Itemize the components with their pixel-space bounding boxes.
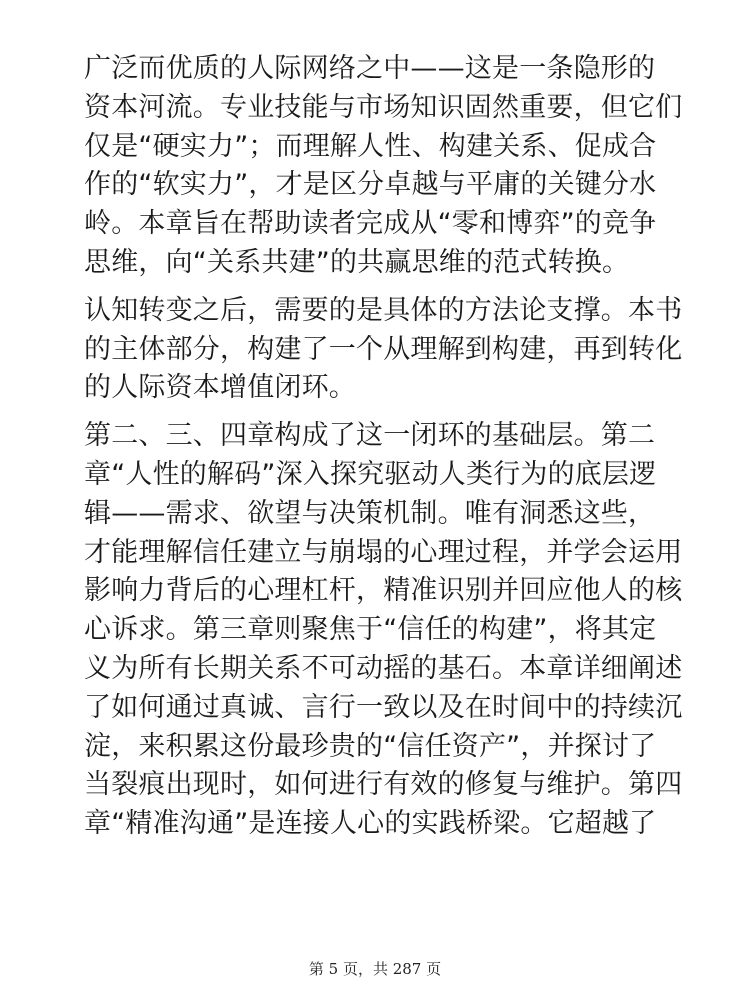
text-line: 辑——需求、欲望与决策机制。唯有洞悉这些， (84, 497, 656, 529)
text-line: 思维，向“关系共建”的共赢思维的范式转换。 (84, 246, 630, 278)
text-line: 章“人性的解码”深入探究驱动人类行为的底层逻 (84, 458, 657, 490)
text-line: 岭。本章旨在帮助读者完成从“零和博弈”的竞争 (84, 208, 657, 240)
text-line: 认知转变之后，需要的是具体的方法论支撑。本书 (84, 294, 683, 326)
text-line: 才能理解信任建立与崩塌的心理过程，并学会运用 (84, 536, 683, 568)
body-text (84, 50, 684, 844)
text-line: 作的“软实力”，才是区分卓越与平庸的关键分水 (84, 169, 657, 201)
text-line: 淀，来积累这份最珍贵的“信任资产”，并探讨了 (84, 730, 657, 762)
paragraph-1 (84, 50, 684, 283)
text-line: 仅是“硬实力”；而理解人性、构建关系、促成合 (84, 130, 657, 162)
text-line: 资本河流。专业技能与市场知识固然重要，但它们 (84, 91, 683, 123)
page-number-footer: 第 5 页，共 287 页 (308, 960, 442, 978)
text-line: 影响力背后的心理杠杆，精准识别并回应他人的核 (84, 575, 683, 607)
paragraph-3 (84, 417, 684, 844)
text-line: 的人际资本增值闭环。 (84, 372, 356, 404)
text-line: 当裂痕出现时，如何进行有效的修复与维护。第四 (84, 769, 683, 801)
text-line: 章“精准沟通”是连接人心的实践桥梁。它超越了 (84, 808, 657, 840)
text-line: 义为所有长期关系不可动摇的基石。本章详细阐述 (84, 652, 683, 684)
text-line: 广泛而优质的人际网络之中——这是一条隐形的 (84, 53, 656, 84)
paragraph-2 (84, 292, 684, 408)
text-line: 的主体部分，构建了一个从理解到构建，再到转化 (84, 333, 683, 365)
text-line: 了如何通过真诚、言行一致以及在时间中的持续沉 (84, 691, 683, 723)
text-line: 心诉求。第三章则聚焦于“信任的构建”，将其定 (84, 614, 657, 646)
text-line: 第二、三、四章构成了这一闭环的基础层。第二 (84, 420, 656, 452)
